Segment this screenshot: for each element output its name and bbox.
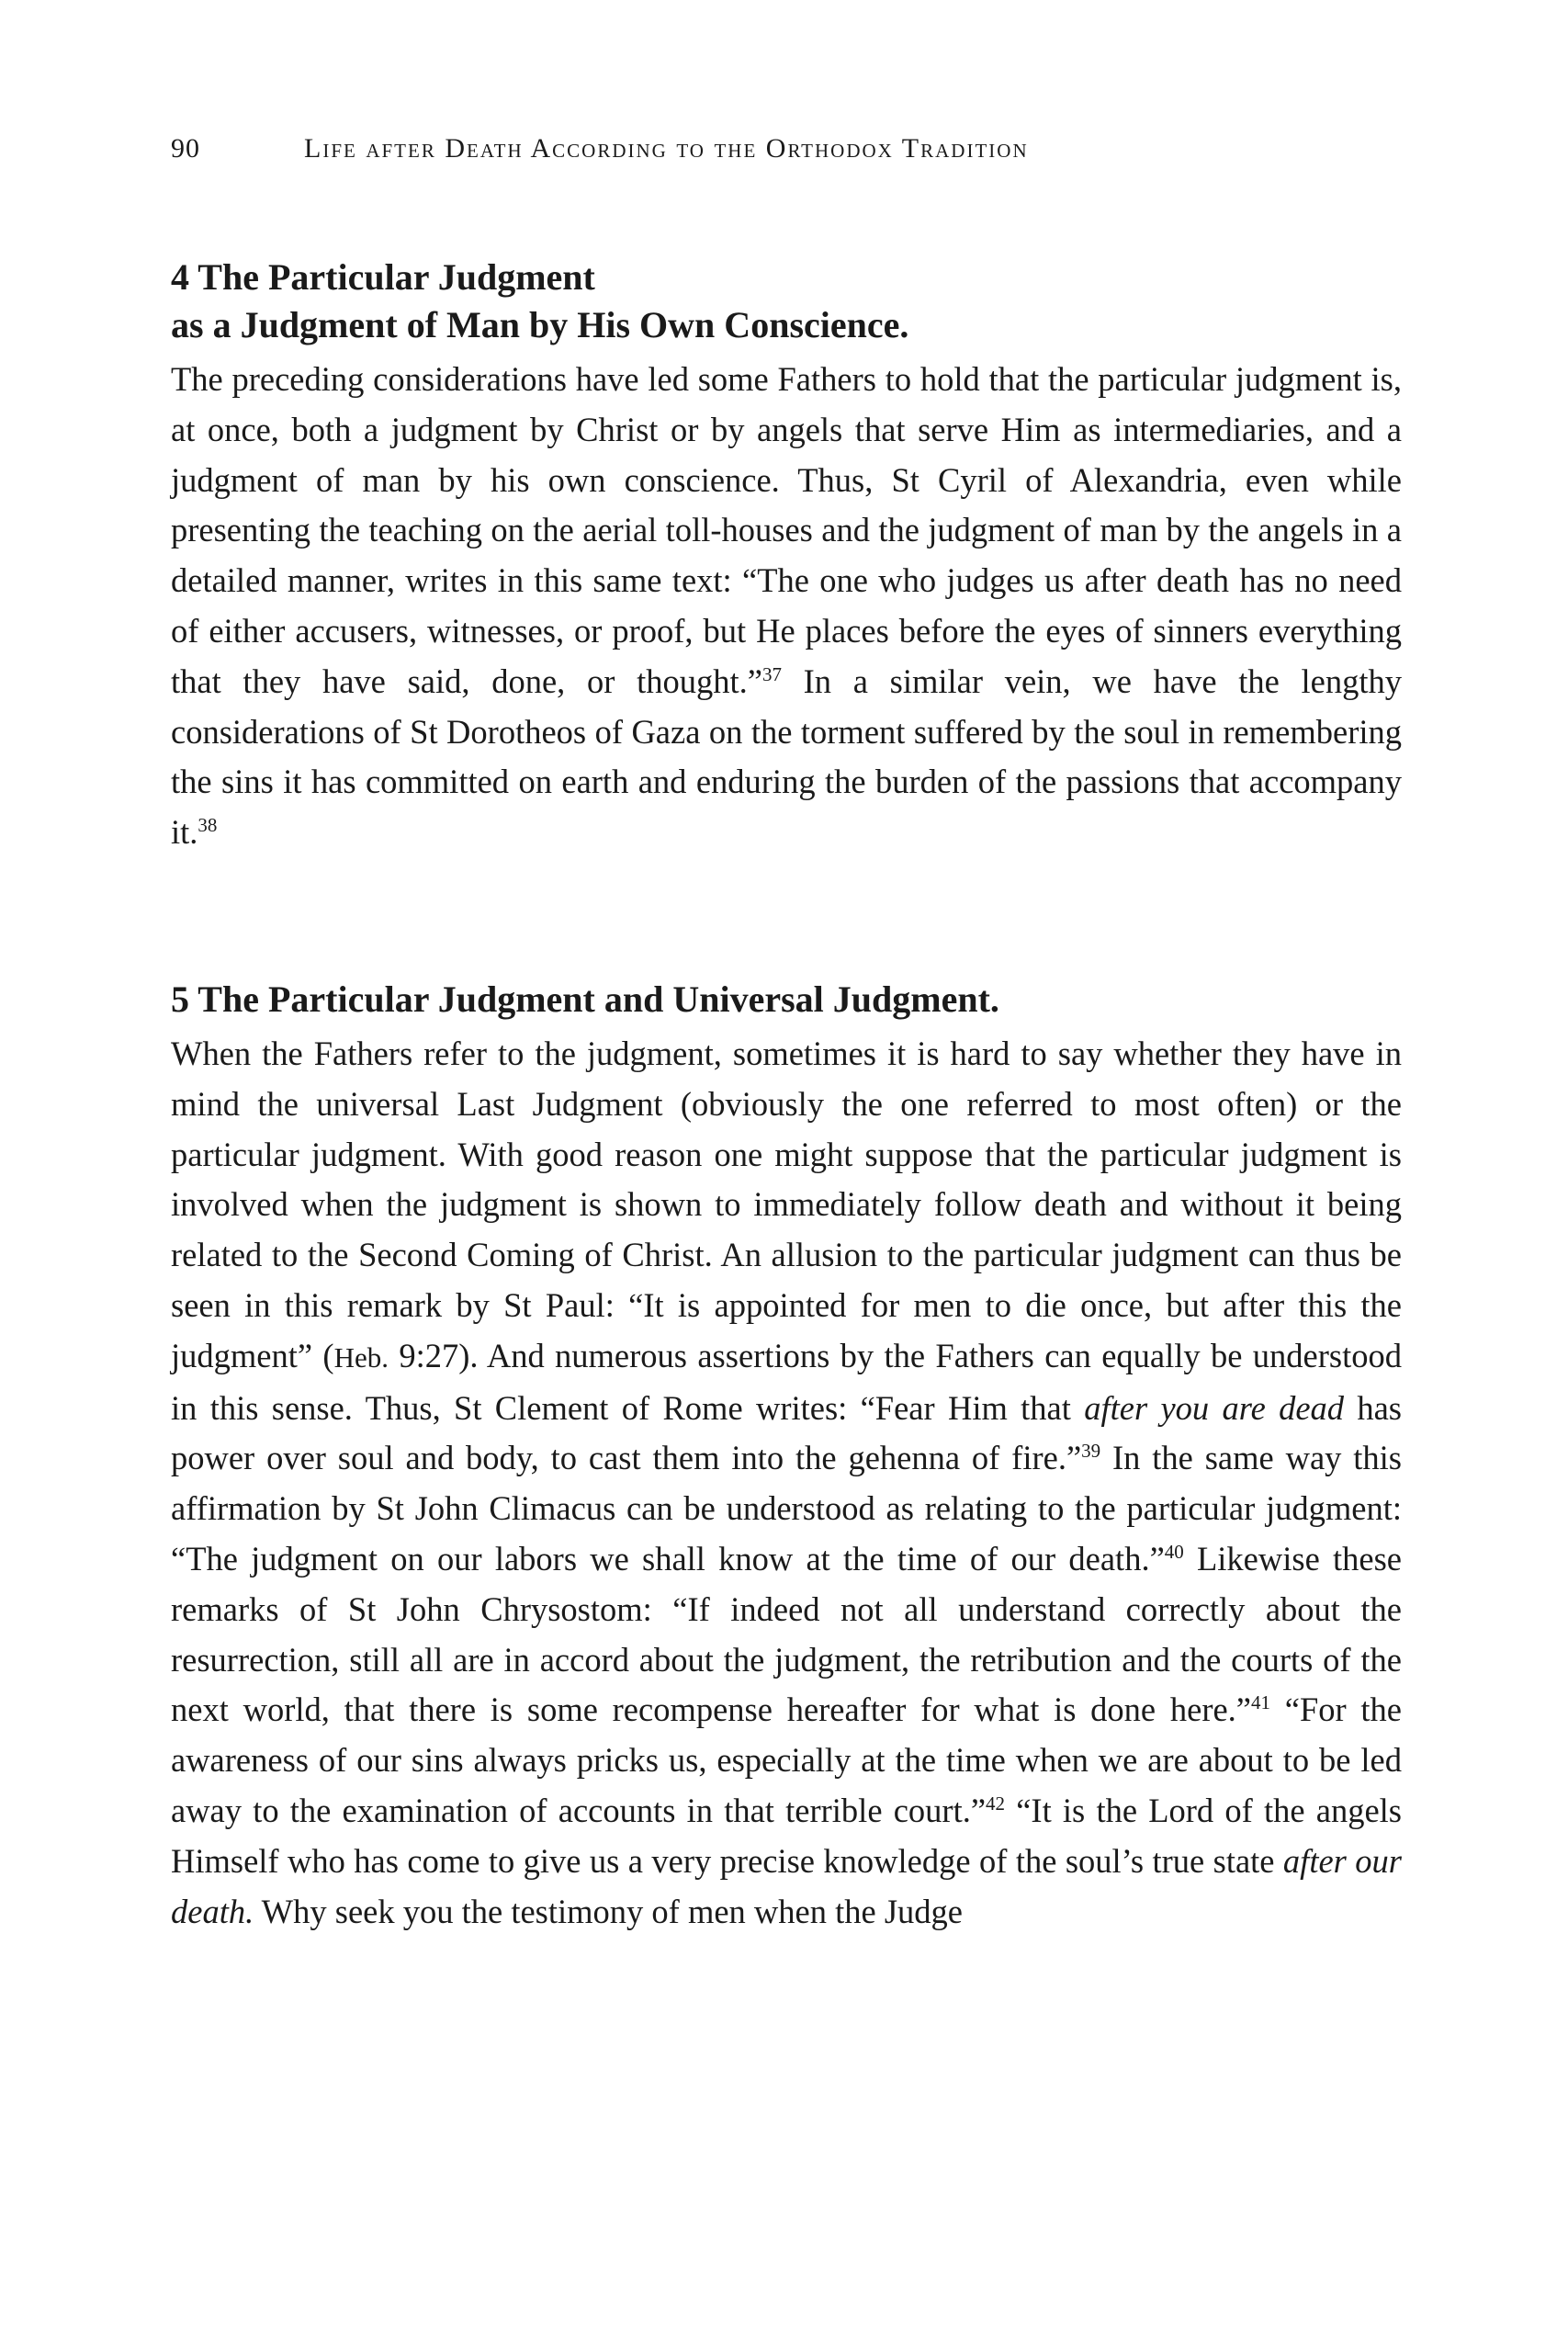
section-4 bbox=[171, 254, 1402, 858]
footnote-ref[interactable]: 40 bbox=[1164, 1540, 1184, 1563]
heading-line: 4 The Particular Judgment bbox=[171, 256, 595, 298]
text-run: “For the awareness of our sins always pricks us, especially at the time when we are about to be led away to the examination of accounts in that terrible court.” bbox=[171, 1690, 1402, 1829]
section-5 bbox=[171, 976, 1402, 1937]
paragraph bbox=[171, 355, 1402, 858]
text-run: Why seek you the testimony of men when the Judge bbox=[254, 1892, 963, 1930]
emphasis: after our death. bbox=[171, 1841, 1402, 1930]
text-run: “It is the Lord of the angels Himself who has come to give us a very precise knowledge of the soul’s true state bbox=[171, 1791, 1402, 1880]
emphasis: after you are dead bbox=[1084, 1388, 1345, 1427]
text-run: has power over soul and body, to cast them into the gehenna of fire.” bbox=[171, 1388, 1403, 1477]
footnote-ref[interactable]: 42 bbox=[986, 1792, 1006, 1815]
text-run: In a similar vein, we have the lengthy considerations of St Dorotheos of Gaza on the torment suffered by the soul in remembering the sins it has committed on earth and enduring the burden of the passions that accompany it. bbox=[171, 662, 1403, 852]
book-page bbox=[171, 0, 1402, 2352]
scripture-abbrev: Heb. bbox=[333, 1340, 389, 1374]
footnote-ref[interactable]: 41 bbox=[1251, 1691, 1271, 1714]
text-run: In the same way this affirmation by St John Climacus can be understood as relating to the particular judgment: “The judgment on our labors we shall know at the time of our death.” bbox=[171, 1439, 1402, 1577]
footnote-ref[interactable]: 38 bbox=[197, 814, 218, 837]
text-run: The preceding considerations have led some Fathers to hold that the particular judgment is, at once, both a judgment by Christ or by angels that serve Him as intermediaries, and a judgment of man by his own conscience. Thus, St Cyril of Alexandria, even while presenting the teaching on the aerial toll-houses and the judgment of man by the angels in a detailed manner, writes in this same text: “The one who judges us after death has no need of either accusers, witnesses, or proof, but He places before the eyes of sinners everything that they have said, done, or thought.” bbox=[171, 360, 1402, 700]
heading-line: 5 The Particular Judgment and Universal Judgment. bbox=[171, 978, 999, 1020]
footnote-ref[interactable]: 37 bbox=[761, 662, 782, 685]
heading-line: as a Judgment of Man by His Own Conscience. bbox=[171, 304, 909, 345]
section-heading bbox=[171, 976, 1402, 1023]
footnote-ref[interactable]: 39 bbox=[1081, 1440, 1101, 1463]
running-head bbox=[171, 130, 1402, 167]
paragraph bbox=[171, 1029, 1402, 1937]
text-run: When the Fathers refer to the judgment, sometimes it is hard to say whether they have in mind the universal Last Judgment (obviously the one referred to most often) or the particular judgment. With good reason one might suppose that the particular judgment is involved when the judgment is shown to immediately follow death and without it being related to the Second Coming of Christ. An allusion to the particular judgment can thus be seen in this remark by St Paul: “It is appointed for men to die once, but after this the judgment” ( bbox=[171, 1035, 1402, 1374]
text-run: Likewise these remarks of St John Chrysostom: “If indeed not all understand correctly about the resurrection, still all are in accord about the judgment, the retribution and the courts of the next world, that there is some recompense hereafter for what is done here.” bbox=[171, 1539, 1402, 1729]
running-title: Life after Death According to the Orthodox Tradition bbox=[304, 133, 1029, 164]
text-run: 9:27). And numerous assertions by the Fathers can equally be understood in this sense. Thus, St Clement of Rome writes: “Fear Him that bbox=[171, 1336, 1402, 1427]
section-heading bbox=[171, 254, 1402, 349]
page-number: 90 bbox=[171, 133, 200, 164]
